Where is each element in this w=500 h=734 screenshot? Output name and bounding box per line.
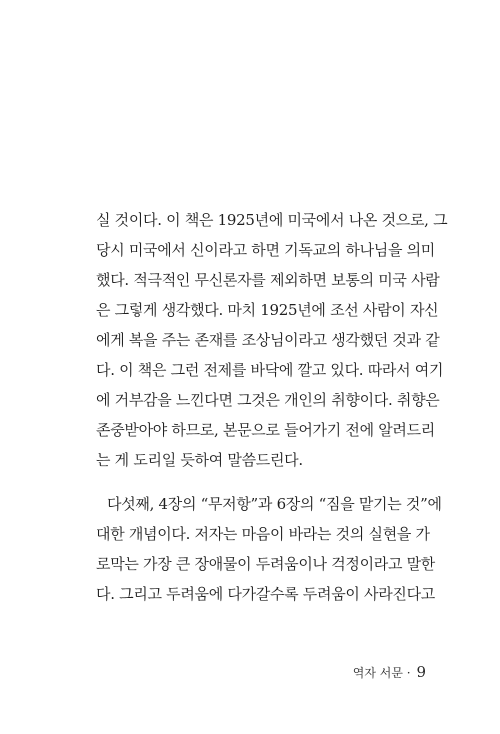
page-footer xyxy=(353,664,426,681)
paragraph-1 xyxy=(96,205,448,475)
text-line: 다. 그리고 두려움에 다가갈수록 두려움이 사라진다고 xyxy=(96,585,435,603)
text-line: 대한 개념이다. 저자는 마음이 바라는 것의 실현을 가 xyxy=(96,525,430,543)
running-header: 역자 서문 xyxy=(352,666,403,680)
text-line: 존중받아야 하므로, 본문으로 들어가기 전에 알려드리 xyxy=(96,421,435,439)
text-line: 다. 이 책은 그런 전제를 바닥에 깔고 있다. 따라서 여기 xyxy=(96,361,444,379)
text-line: 당시 미국에서 신이라고 하면 기독교의 하나님을 의미 xyxy=(96,241,435,259)
text-line: 했다. 적극적인 무신론자를 제외하면 보통의 미국 사람 xyxy=(96,271,440,289)
text-line: 는 게 도리일 듯하여 말씀드린다. xyxy=(96,451,303,469)
footer-separator: · xyxy=(406,666,411,680)
text-line: 다섯째, 4장의 “무저항”과 6장의 “짐을 맡기는 것”에 xyxy=(107,495,442,513)
text-line: 로막는 가장 큰 장애물이 두려움이나 걱정이라고 말한 xyxy=(96,555,435,573)
text-line: 실 것이다. 이 책은 1925년에 미국에서 나온 것으로, 그 xyxy=(96,211,448,229)
text-line: 에 거부감을 느낀다면 그것은 개인의 취향이다. 취향은 xyxy=(96,391,440,409)
page-number: 9 xyxy=(416,663,426,681)
paragraph-2 xyxy=(96,489,442,609)
text-line: 은 그렇게 생각했다. 마치 1925년에 조선 사람이 자신 xyxy=(96,301,439,319)
text-line: 에게 복을 주는 존재를 조상님이라고 생각했던 것과 같 xyxy=(96,331,440,349)
